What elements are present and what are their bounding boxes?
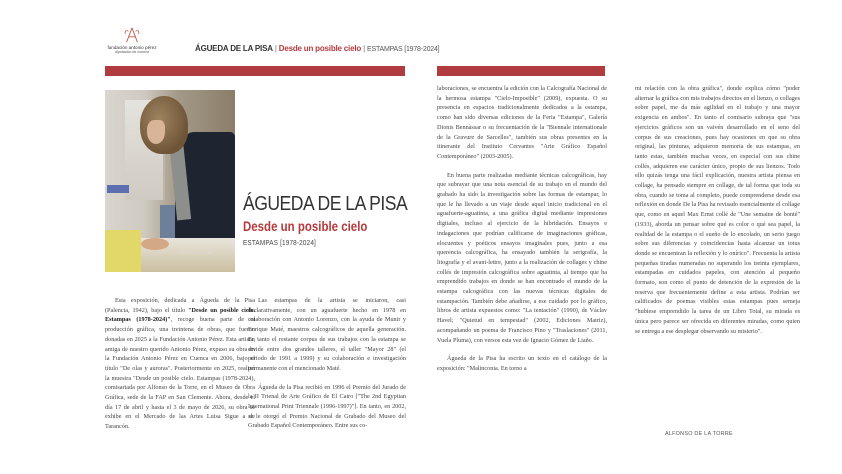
text-column-4 <box>635 84 800 345</box>
accent-bar <box>437 66 605 76</box>
photo-object <box>107 185 129 193</box>
running-head-separator: | <box>274 44 277 53</box>
text-column-1 <box>105 296 255 441</box>
running-head-artist: ÁGUEDA DE LA PISA <box>195 44 273 53</box>
foundation-logo-icon <box>123 26 141 44</box>
paragraph-text: , recoge buena parte de su producción gráfica, una treintena de obras, que fueron donadas en 2025 a la Fundación Antonio Pérez. Esta artista, amiga de nuestro querido Antonio Pérez, expuso su obra en la Fundación Antonio Pérez en Cuenca en 2006, bajo el título "De olas y auroras". Posteriormente en 2025, realizó la muestra "Desde un posible cielo. Estampas (1978-2024), comisariada por Alfonso de la Torre, en el Museo de Obra Gráfica, sede de la FAP en San Clemente. Ahora, desde el día 17 de abril y hasta el 3 de mayo de 2026, su obra se exhibe en el Mercado de las Artes Luisa Sigue a de Tarancón. <box>105 316 256 431</box>
logo-name: fundación antonio pérez <box>107 45 157 50</box>
cover-photo <box>105 90 235 272</box>
exhibition-title-bold: "Desde un posible cielo. Estampas (1978-2024)" <box>105 306 255 324</box>
cover-estampas: ESTAMPAS [1978-2024] <box>243 238 316 247</box>
running-head <box>195 44 439 53</box>
photo-caption: Águeda de la Pisa en su taller <box>180 252 214 255</box>
photo-figure-face <box>147 120 165 144</box>
paragraph-text: Esta exposición, dedicada a Águeda de la Pisa (Palencia, 1942), bajo el título <box>105 297 255 314</box>
running-head-subtitle: ESTAMPAS [1978-2024] <box>367 46 440 53</box>
paragraph <box>105 296 255 432</box>
cover-title: ÁGUEDA DE LA PISA <box>243 193 408 215</box>
author-signature: ALFONSO DE LA TORRE <box>665 431 733 437</box>
text-column-2 <box>248 296 406 440</box>
running-head-title: Desde un posible cielo <box>278 44 362 53</box>
running-head-separator: | <box>363 44 365 53</box>
text-column-3 <box>437 84 607 383</box>
paragraph: Águeda de la Pisa ha escrito un texto en el catálogo de la exposición: "Malinconia. En torno a <box>437 355 607 372</box>
paragraph: Las estampas de la artista se iniciaron, casi declarativamente, con un aguafuerte hecho en 1978 en colaboración con Antonio Lorenzo, con la ayuda de Munir y Enrique Maté, maestros calcográficos de aquella generación. En tanto el restante corpus de sus trabajos con la estampa se divide entre dos grandes talleres, el taller "Mayor 28" (el periodo de 1991 a 1999) y su colaboración e investigación permanente con el mencionado Maté. <box>248 297 406 372</box>
photo-hands <box>141 238 169 250</box>
foundation-logo <box>105 26 159 54</box>
photo-paper <box>105 230 141 272</box>
paragraph: Águeda de la Pisa recibió en 1996 el Premio del Jurado de la II Trienal de Arte Gráfico de El Cairo ["The 2nd Egyptian International Print Triennale (1996-1997)"]. En tanto, en 2002, se le otorgó el Premio Nacional de Grabado del Museo del Grabado Español Contemporáneo. Entre sus co- <box>248 383 406 430</box>
paragraph: laboraciones, se encuentra la edición con la Calcografía Nacional de la hermosa estampa "Cielo-Imposible" (2009), expuesta. O su presencia en espacios tradicionalmente dedicados a la estampa, como han sido diversas ediciones de la Feria "Estampa", Galería Dionis Bennàssar o su frecuentación de la "Biennale internationale de la Gravure de Sarcelles", también sus obras presentes en la itinerante del Instituto Cervantes "Arte Gráfico Español Contemporáneo" (2003-2005). <box>437 85 607 160</box>
paragraph: En buena parte realizadas mediante técnicas calcográficas, hay que subrayar que una nota esencial de su trabajo en el mundo del grabado ha sido la investigación sobre las formas de estampar, lo que le ha llevado a un viaje desde aquel inicio tradicional en el aguafuerte-aguatinta, a una gráfica digital mediante impresiones digitales, incluso al ejercicio de la hibridación. Ensayos e indagaciones que podrían calificarse de imaginaciones gráficas, elocuentes y poéticos ensayos imaginales pues, junto a esa querencia calcográfica, ha ensayado también la serigrafía, la litografía y el avant-lettre, junto a la realización de collages y chine collés de impresión calcográfica sobre aguatinta, al tiempo que ha emprendido trabajos en donde se han encontrado el mundo de la estampa calcográfica con las nuevas técnicas digitales de estampación. También debe añadirse, a ese cuidado por lo gráfico, libros de artista expuestos como: "La tentación" (1990), de Václav Havel; "Quietud en tempestad" (2002, Ediciones Matriz), acompañando un poema de Francisco Pino y "Traslaciones" (2011, Vuela Pluma), con versos esta vez de Ignacio Gómez de Liaño. <box>437 171 607 344</box>
logo-subtitle: diputación de cuenca <box>115 50 149 54</box>
accent-bar <box>105 66 405 76</box>
paragraph: mi relación con la obra gráfica", donde explica cómo "poder alternar la gráfica con mis trabajos directos en el lienzo, o collages sobre papel, me da más agilidad en el trabajo y una mayor exigencia en ambos". En tanto el comisario subraya que "sus ejercicios gráficos son un vaivén desarrollado en el seno del corpus de sus creaciones, pues hay ocasiones en que su obra original, las pinturas, adquieron memoria de sus estampas, en tanto estas, también muchas veces, en especial con sus chine collés, adquieren ese carácter único, propio de sus lienzos. Todo ello quizás tenga una fácil explicación, nuestra artista piensa en collage, ha pensado siempre en collage, de tal forma que toda su obra, cuando se toma al completo, puede comprenderse desde esa reflexión en donde De la Pisa ha revisado esencialmente el collage que, como en aquel Max Ernst collé de "Une semaine de bonté" (1933), aborda un pensar sobre qué es color o qué sea papel, la realidad de la estampa o el sueño de lo encolado, un serio juego sobre sus diferencias y coincidencias hasta alcanzar un totus donde se encuentran la reflexión y lo onírico". Frecuenta la artista pequeñas tiradas numeradas no superando los treinta ejemplares, estampadas en cuidados papeles, con atención al pequeño formato, son como el punto de detención de la expresión de la reserva que frecuentemente define a esta artista. Podrían ser calificados de poemas visibles estas estampas pues semeja "hubiese emprendido la tarea de un Libro Total, su mirada es única pero parece ser ofrecida en diferentes miradas, como quien se entrega a ese desplegar observando su misterio". <box>635 85 800 335</box>
cover-subtitle: Desde un posible cielo <box>243 218 368 234</box>
